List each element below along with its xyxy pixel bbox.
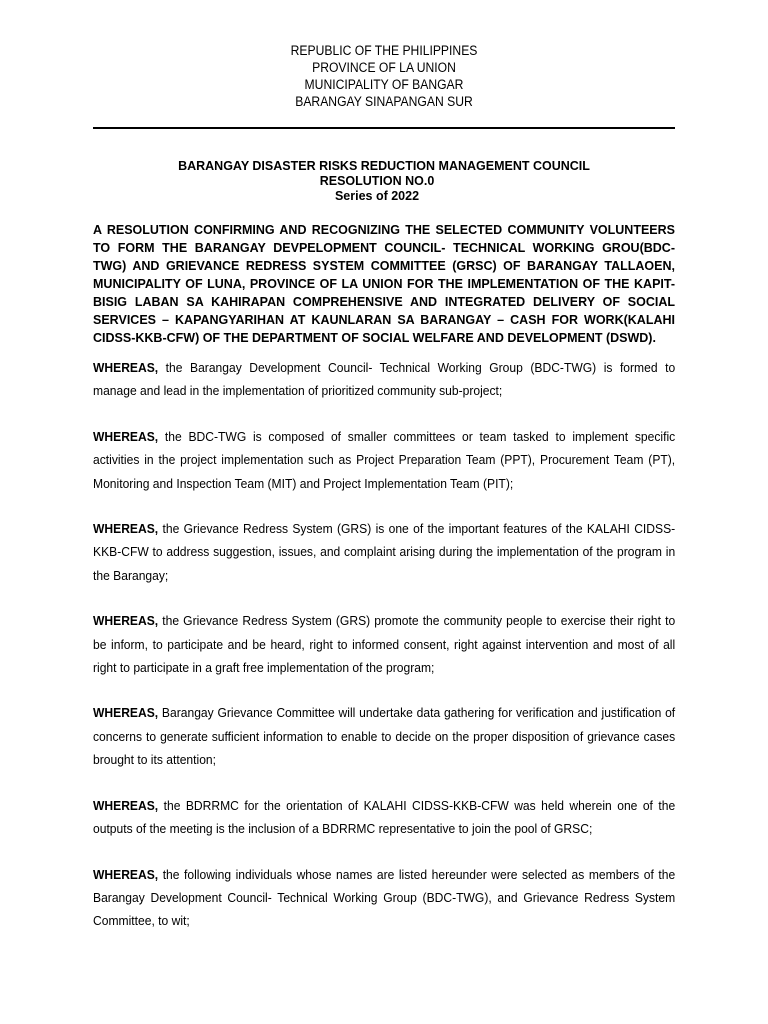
- document-page: [93, 42, 675, 933]
- whereas-clause-4: [93, 609, 675, 679]
- whereas-text: the Barangay Development Council- Technical Working Group (BDC-TWG) is formed to manage and lead in the implementation of prioritized community sub-project;: [93, 360, 676, 399]
- whereas-clause-7: [93, 863, 675, 933]
- whereas-label: WHEREAS,: [93, 521, 159, 537]
- whereas-label: WHEREAS,: [93, 705, 159, 721]
- whereas-text: the BDRRMC for the orientation of KALAHI CIDSS-KKB-CFW was held wherein one of the outputs of the meeting is the inclusion of a BDRRMC representative to join the pool of GRSC;: [93, 797, 676, 837]
- whereas-text: the BDC-TWG is composed of smaller committees or team tasked to implement specific activities in the project implementation such as Project Preparation Team (PPT), Procurement Team (PT), Monitoring and Inspection Team (MIT) and Project Implementation Team (PIT);: [93, 428, 676, 491]
- whereas-text: the following individuals whose names are listed hereunder were selected as members of the Barangay Development Council- Technical Working Group (BDC-TWG), and Grievance Redress System Committee, to wit;: [93, 866, 676, 929]
- whereas-clause-6: [93, 794, 675, 841]
- resolution-series: Series of 2022: [334, 189, 420, 203]
- whereas-clause-3: [93, 517, 675, 587]
- council-name: BARANGAY DISASTER RISKS REDUCTION MANAGEMENT COUNCIL: [178, 159, 590, 173]
- header-municipality: MUNICIPALITY OF BANGAR: [304, 77, 464, 92]
- header-divider: [93, 127, 675, 129]
- header-barangay: BARANGAY SINAPANGAN SUR: [295, 94, 473, 109]
- whereas-label: WHEREAS,: [93, 797, 159, 813]
- header-republic: REPUBLIC OF THE PHILIPPINES: [290, 43, 478, 58]
- whereas-text: Barangay Grievance Committee will undertake data gathering for verification and justification of concerns to generate sufficient information to enable to decide on the proper disposition of grievance cases brought to its attention;: [93, 705, 676, 768]
- whereas-clause-1: [93, 356, 675, 403]
- whereas-label: WHEREAS,: [93, 360, 159, 375]
- whereas-text: the Grievance Redress System (GRS) is one of the important features of the KALAHI CIDSS-KKB-CFW to address suggestion, issues, and complaint arising during the implementation of the program in the Barangay;: [93, 521, 676, 583]
- whereas-clause-5: [93, 701, 675, 771]
- resolution-title: A RESOLUTION CONFIRMING AND RECOGNIZING THE SELECTED COMMUNITY VOLUNTEERS TO FORM THE BARANGAY DEVPELOPMENT COUNCIL- TECHNICAL WORKING GROU(BDC-TWG) AND GRIEVANCE REDRESS SYSTEM COMMITTEE (GRSC) OF BARANGAY TALLAOEN, MUNICIPALITY OF LUNA, PROVINCE OF LA UNION FOR THE IMPLEMENTATION OF THE KAPIT-BISIG LABAN SA KAHIRAPAN COMPREHENSIVE AND INTEGRATED DELIVERY OF SOCIAL SERVICES – KAPANGYARIHAN AT KAUNLARAN SA BARANGAY – CASH FOR WORK(KALAHI CIDSS-KKB-CFW) OF THE DEPARTMENT OF SOCIAL WELFARE AND DEVELOPMENT (DSWD).: [93, 223, 675, 345]
- whereas-clause-2: [93, 425, 675, 495]
- whereas-label: WHEREAS,: [93, 613, 159, 629]
- whereas-label: WHEREAS,: [93, 428, 159, 444]
- resolution-number: RESOLUTION NO.0: [319, 174, 435, 188]
- header-province: PROVINCE OF LA UNION: [312, 60, 456, 75]
- council-heading: [93, 159, 675, 204]
- whereas-label: WHEREAS,: [93, 866, 159, 882]
- whereas-text: the Grievance Redress System (GRS) promote the community people to exercise their right to be inform, to participate and be heard, right to informed consent, right against intervention and most of all right to participate in a graft free implementation of the program;: [93, 613, 676, 676]
- document-header: [122, 42, 646, 110]
